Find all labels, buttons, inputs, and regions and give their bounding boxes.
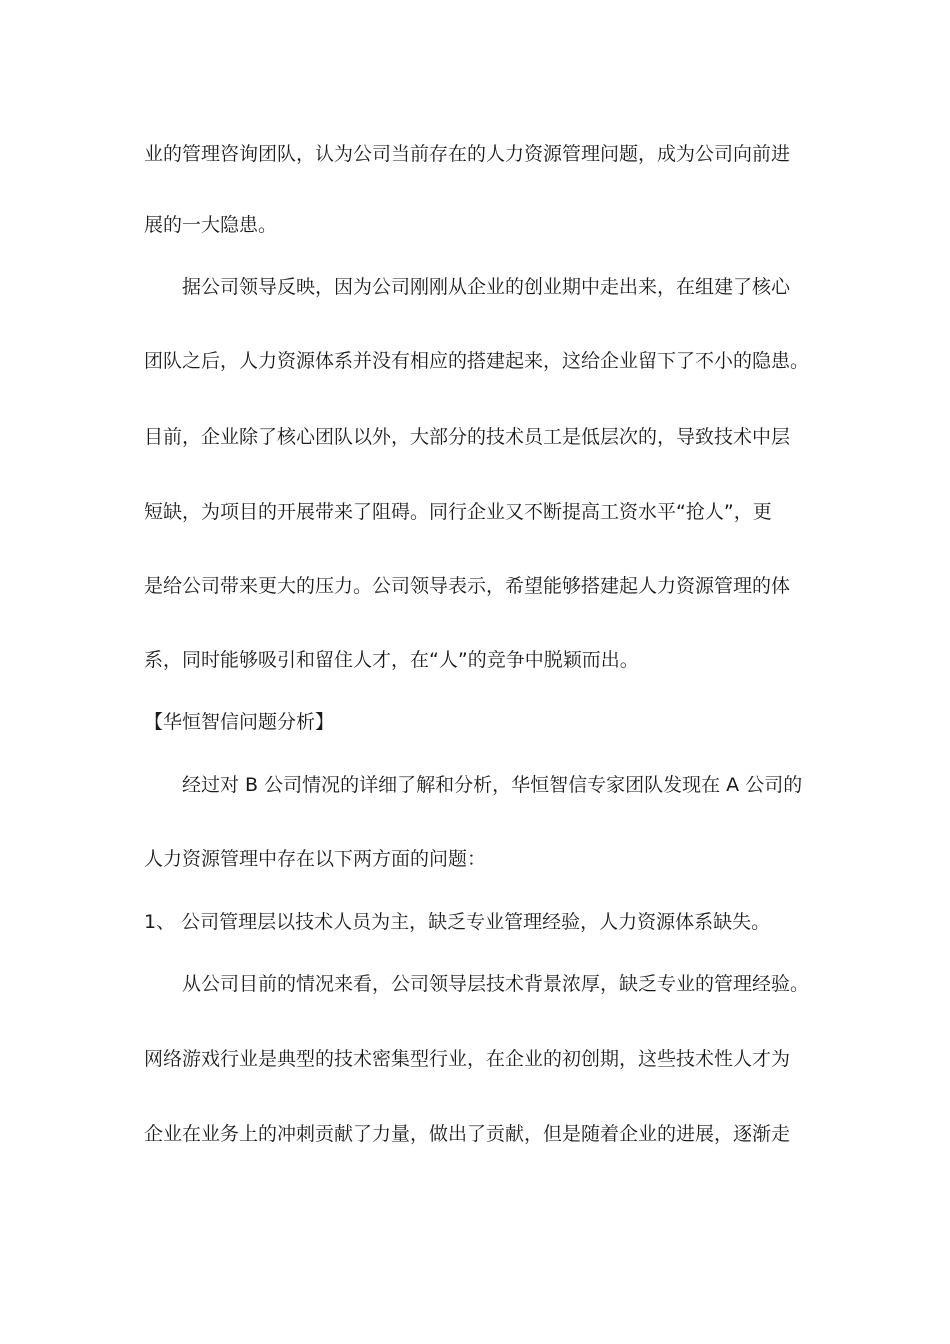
paragraph-line: 目前，企业除了核心团队以外，大部分的技术员工是低层次的，导致技术中层	[144, 426, 791, 448]
paragraph-line: 从公司目前的情况来看，公司领导层技术背景浓厚，缺乏专业的管理经验。	[182, 973, 810, 995]
section-heading: 【华恒智信问题分析】	[144, 711, 335, 733]
paragraph-line: 人力资源管理中存在以下两方面的问题：	[144, 848, 487, 870]
paragraph-line: 业的管理咨询团队，认为公司当前存在的人力资源管理问题，成为公司向前进	[144, 143, 791, 165]
paragraph-line: 团队之后，人力资源体系并没有相应的搭建起来，这给企业留下了不小的隐患。	[144, 350, 810, 372]
paragraph-line: 系，同时能够吸引和留住人才，在“人”的竞争中脱颖而出。	[144, 649, 639, 671]
paragraph-line: 网络游戏行业是典型的技术密集型行业，在企业的初创期，这些技术性人才为	[144, 1048, 791, 1070]
paragraph-line: 经过对 B 公司情况的详细了解和分析，华恒智信专家团队发现在 A 公司的	[182, 774, 803, 796]
paragraph-line: 企业在业务上的冲刺贡献了力量，做出了贡献，但是随着企业的进展，逐渐走	[144, 1123, 791, 1145]
numbered-item: 1、 公司管理层以技术人员为主，缺乏专业管理经验，人力资源体系缺失。	[144, 911, 771, 933]
paragraph-line: 展的一大隐患。	[144, 214, 278, 236]
paragraph-line: 是给公司带来更大的压力。公司领导表示，希望能够搭建起人力资源管理的体	[144, 575, 791, 597]
paragraph-line: 短缺，为项目的开展带来了阻碍。同行企业又不断提高工资水平“抢人”，更	[144, 501, 772, 523]
paragraph-line: 据公司领导反映，因为公司刚刚从企业的创业期中走出来，在组建了核心	[182, 276, 791, 298]
